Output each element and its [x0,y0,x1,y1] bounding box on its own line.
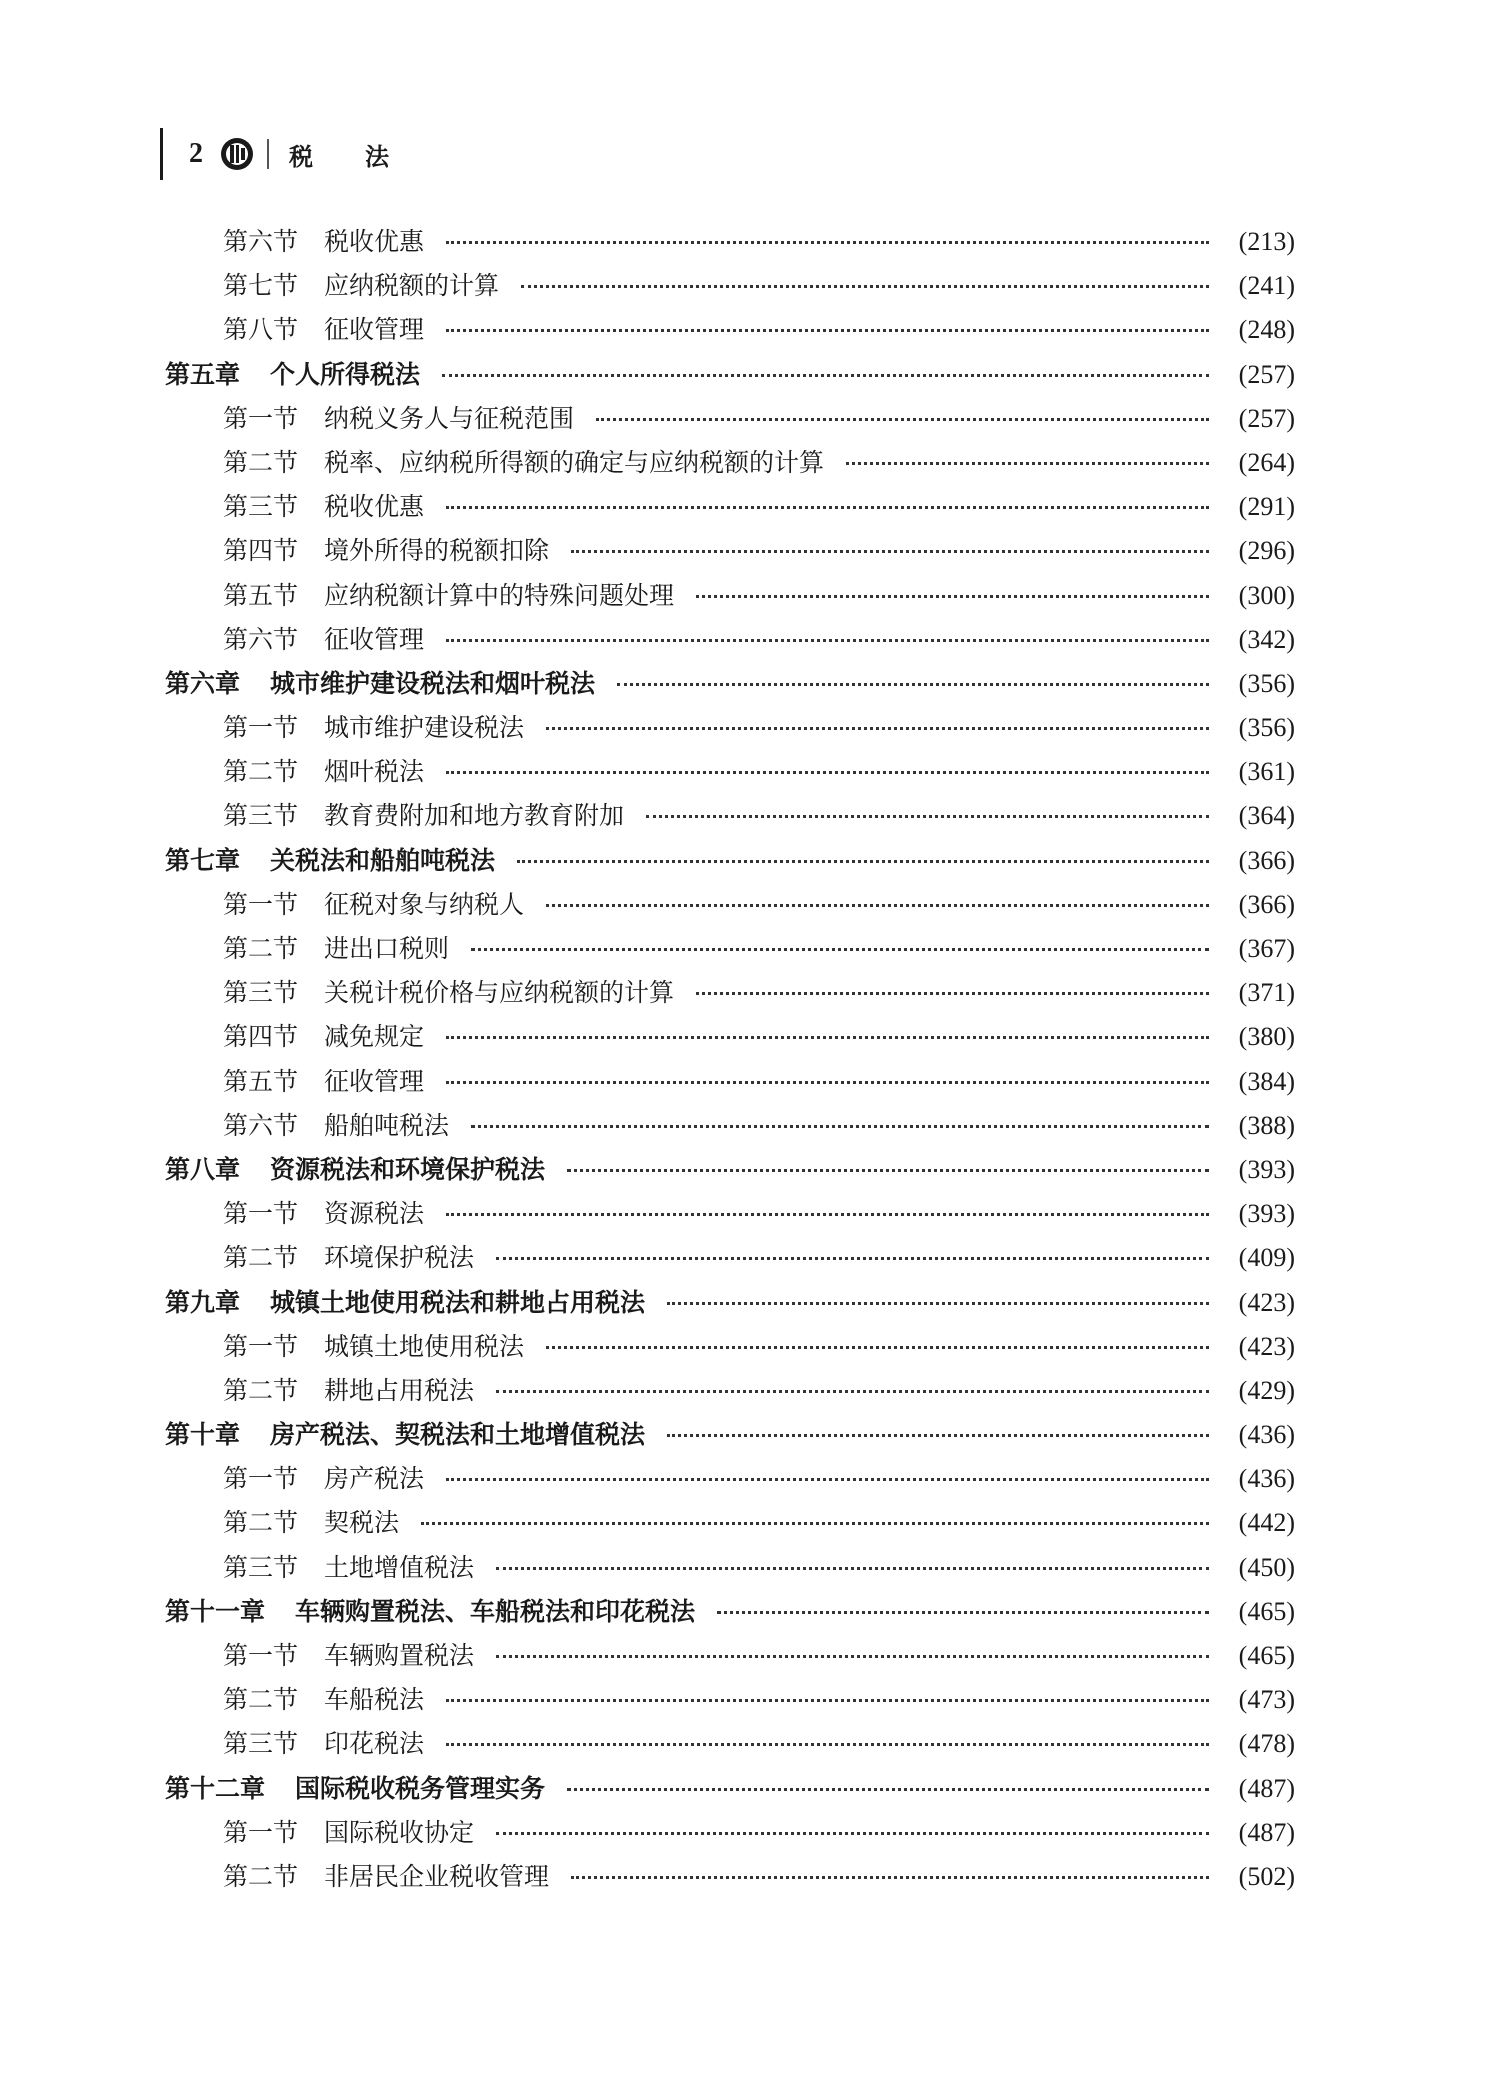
toc-dot-leader [717,1611,1209,1614]
toc-entry-page: (442) [1238,1508,1295,1538]
toc-section-row [165,1194,1295,1238]
toc-entry-page: (409) [1238,1243,1295,1273]
toc-entry-page: (342) [1238,624,1295,654]
toc-entry-title: 城市维护建设税法 [324,713,525,743]
toc-section-row [165,1503,1295,1547]
toc-dot-leader [446,1081,1209,1084]
toc-entry-number: 第三节 [223,978,299,1008]
toc-entry-number: 第六章 [165,668,241,698]
toc-section-row [165,443,1295,487]
toc-entry-number: 第三节 [223,1552,299,1582]
toc-entry-number: 第一节 [223,1464,299,1494]
toc-dot-leader [521,285,1209,288]
toc-entry-page: (364) [1238,801,1295,831]
toc-entry-number: 第七节 [223,271,299,301]
toc-entry-page: (264) [1238,447,1295,477]
toc-entry-title: 应纳税额计算中的特殊问题处理 [324,580,675,610]
toc-entry-title: 减免规定 [324,1022,425,1052]
toc-entry-number: 第五章 [165,359,241,389]
toc-dot-leader [546,1346,1209,1349]
toc-entry-number: 第二节 [223,447,299,477]
toc-entry-title: 车辆购置税法、车船税法和印花税法 [295,1596,696,1626]
toc-entry-number: 第七章 [165,845,241,875]
toc-section-row [165,1106,1295,1150]
toc-dot-leader [667,1302,1209,1305]
publisher-logo-icon [219,136,255,172]
running-header [160,128,441,180]
toc-entry-page: (436) [1238,1464,1295,1494]
toc-dot-leader [446,639,1209,642]
toc-dot-leader [571,1876,1209,1879]
toc-dot-leader [567,1169,1209,1172]
toc-entry-title: 土地增值税法 [324,1552,475,1582]
toc-entry-page: (393) [1238,1154,1295,1184]
toc-entry-title: 城市维护建设税法和烟叶税法 [270,668,596,698]
toc-entry-page: (487) [1238,1817,1295,1847]
toc-entry-title: 城镇土地使用税法 [324,1331,525,1361]
toc-entry-page: (465) [1238,1641,1295,1670]
toc-entry-title: 城镇土地使用税法和耕地占用税法 [270,1287,646,1317]
toc-entry-title: 烟叶税法 [324,757,425,787]
toc-dot-leader [546,904,1209,907]
toc-section-row [165,1548,1295,1592]
toc-section-row [165,222,1295,266]
toc-entry-title: 税率、应纳税所得额的确定与应纳税额的计算 [324,447,825,477]
toc-section-row [165,531,1295,575]
toc-section-row [165,399,1295,443]
toc-dot-leader [846,462,1209,465]
toc-dot-leader [471,948,1209,951]
toc-entry-number: 第一节 [223,889,299,919]
toc-entry-title: 船舶吨税法 [324,1110,450,1140]
toc-section-row [165,310,1295,354]
toc-entry-page: (257) [1238,403,1295,433]
toc-section-row [165,973,1295,1017]
toc-chapter-row [165,841,1295,885]
toc-chapter-row [165,1769,1295,1813]
toc-section-row [165,620,1295,664]
header-rule [160,128,163,180]
toc-entry-page: (257) [1238,359,1295,389]
toc-entry-page: (423) [1238,1287,1295,1317]
toc-dot-leader [446,241,1209,244]
header-separator [267,139,269,169]
toc-dot-leader [496,1655,1209,1658]
toc-entry-page: (367) [1238,934,1295,963]
toc-entry-number: 第一节 [223,1641,299,1670]
toc-section-row [165,1371,1295,1415]
toc-entry-title: 纳税义务人与征税范围 [324,403,575,433]
toc-dot-leader [517,860,1209,863]
toc-dot-leader [446,1213,1209,1216]
toc-dot-leader [571,550,1209,553]
toc-entry-title: 国际税收协定 [324,1817,475,1847]
toc-entry-page: (487) [1238,1773,1295,1803]
toc-entry-title: 国际税收税务管理实务 [295,1773,546,1803]
toc-dot-leader [446,1699,1209,1702]
toc-section-row [165,885,1295,929]
toc-entry-page: (356) [1238,713,1295,743]
toc-entry-title: 教育费附加和地方教育附加 [324,801,625,831]
toc-entry-title: 耕地占用税法 [324,1375,475,1405]
toc-entry-number: 第六节 [223,624,299,654]
toc-entry-title: 契税法 [324,1508,400,1538]
toc-entry-number: 第四节 [223,536,299,566]
toc-entry-title: 征收管理 [324,1066,425,1096]
toc-dot-leader [567,1788,1209,1791]
toc-entry-number: 第二节 [223,1861,299,1891]
toc-entry-title: 征收管理 [324,315,425,345]
toc-entry-page: (366) [1238,845,1295,875]
toc-chapter-row [165,1150,1295,1194]
toc-entry-page: (429) [1238,1375,1295,1405]
toc-chapter-row [165,355,1295,399]
toc-entry-page: (380) [1238,1022,1295,1052]
toc-section-row [165,708,1295,752]
toc-entry-number: 第六节 [223,227,299,256]
table-of-contents [165,222,1295,1901]
toc-entry-page: (473) [1238,1685,1295,1715]
toc-entry-page: (213) [1238,227,1295,256]
toc-entry-number: 第二节 [223,1508,299,1538]
toc-entry-number: 第四节 [223,1022,299,1052]
toc-dot-leader [496,1567,1209,1570]
toc-entry-page: (296) [1238,536,1295,566]
toc-dot-leader [446,506,1209,509]
toc-entry-title: 税收优惠 [324,227,425,256]
toc-entry-number: 第五节 [223,580,299,610]
toc-entry-number: 第九章 [165,1287,241,1317]
page-number: 2 [189,138,203,169]
toc-dot-leader [421,1522,1209,1525]
toc-section-row [165,1459,1295,1503]
toc-entry-title: 境外所得的税额扣除 [324,536,550,566]
toc-entry-number: 第十章 [165,1420,241,1450]
toc-entry-title: 关税计税价格与应纳税额的计算 [324,978,675,1008]
toc-section-row [165,1857,1295,1901]
toc-entry-number: 第二节 [223,1685,299,1715]
toc-entry-page: (300) [1238,580,1295,610]
toc-entry-number: 第五节 [223,1066,299,1096]
toc-entry-number: 第二节 [223,1375,299,1405]
toc-entry-page: (241) [1238,271,1295,301]
toc-dot-leader [696,595,1209,598]
toc-entry-number: 第一节 [223,713,299,743]
toc-entry-page: (291) [1238,492,1295,522]
toc-entry-number: 第一节 [223,1199,299,1229]
toc-entry-page: (388) [1238,1110,1295,1140]
toc-section-row [165,576,1295,620]
toc-chapter-row [165,1283,1295,1327]
toc-entry-title: 进出口税则 [324,934,450,963]
toc-section-row [165,929,1295,973]
toc-entry-number: 第六节 [223,1110,299,1140]
toc-entry-title: 征税对象与纳税人 [324,889,525,919]
toc-section-row [165,1238,1295,1282]
toc-entry-number: 第二节 [223,934,299,963]
toc-section-row [165,1062,1295,1106]
toc-dot-leader [617,683,1209,686]
toc-dot-leader [496,1257,1209,1260]
toc-entry-title: 房产税法 [324,1464,425,1494]
toc-dot-leader [596,418,1209,421]
toc-section-row [165,1327,1295,1371]
toc-entry-page: (361) [1238,757,1295,787]
toc-entry-number: 第三节 [223,801,299,831]
toc-dot-leader [446,1036,1209,1039]
toc-entry-title: 税收优惠 [324,492,425,522]
toc-entry-title: 非居民企业税收管理 [324,1861,550,1891]
book-title: 税法 [289,142,441,171]
toc-section-row [165,1636,1295,1680]
toc-entry-title: 资源税法 [324,1199,425,1229]
toc-entry-number: 第一节 [223,1331,299,1361]
toc-section-row [165,1017,1295,1061]
toc-entry-title: 资源税法和环境保护税法 [270,1154,546,1184]
toc-dot-leader [496,1832,1209,1835]
toc-chapter-row [165,664,1295,708]
toc-dot-leader [646,815,1209,818]
toc-entry-number: 第二节 [223,1243,299,1273]
toc-section-row [165,752,1295,796]
toc-entry-title: 环境保护税法 [324,1243,475,1273]
toc-entry-number: 第八节 [223,315,299,345]
toc-entry-page: (478) [1238,1729,1295,1759]
toc-entry-number: 第三节 [223,492,299,522]
toc-entry-title: 车船税法 [324,1685,425,1715]
toc-section-row [165,796,1295,840]
toc-entry-page: (366) [1238,889,1295,919]
toc-entry-page: (465) [1238,1596,1295,1626]
toc-entry-number: 第十一章 [165,1596,266,1626]
toc-entry-number: 第八章 [165,1154,241,1184]
toc-section-row [165,1680,1295,1724]
toc-dot-leader [546,727,1209,730]
toc-entry-page: (436) [1238,1420,1295,1450]
toc-entry-page: (371) [1238,978,1295,1008]
toc-entry-number: 第二节 [223,757,299,787]
toc-entry-number: 第一节 [223,403,299,433]
toc-dot-leader [696,992,1209,995]
toc-entry-number: 第一节 [223,1817,299,1847]
toc-chapter-row [165,1592,1295,1636]
toc-dot-leader [667,1434,1209,1437]
toc-entry-title: 车辆购置税法 [324,1641,475,1670]
toc-entry-page: (502) [1238,1861,1295,1891]
toc-entry-page: (356) [1238,668,1295,698]
toc-entry-page: (450) [1238,1552,1295,1582]
toc-section-row [165,1724,1295,1768]
toc-entry-number: 第十二章 [165,1773,266,1803]
toc-section-row [165,487,1295,531]
toc-section-row [165,1813,1295,1857]
toc-entry-number: 第三节 [223,1729,299,1759]
toc-dot-leader [496,1390,1209,1393]
toc-dot-leader [446,771,1209,774]
toc-dot-leader [442,374,1209,377]
toc-section-row [165,266,1295,310]
toc-entry-title: 印花税法 [324,1729,425,1759]
toc-entry-title: 关税法和船舶吨税法 [270,845,496,875]
toc-entry-title: 个人所得税法 [270,359,421,389]
toc-entry-page: (248) [1238,315,1295,345]
toc-dot-leader [471,1125,1209,1128]
toc-entry-title: 应纳税额的计算 [324,271,500,301]
toc-entry-page: (384) [1238,1066,1295,1096]
toc-entry-page: (393) [1238,1199,1295,1229]
toc-dot-leader [446,1478,1209,1481]
toc-dot-leader [446,329,1209,332]
toc-entry-title: 征收管理 [324,624,425,654]
toc-chapter-row [165,1415,1295,1459]
toc-entry-page: (423) [1238,1331,1295,1361]
toc-entry-title: 房产税法、契税法和土地增值税法 [270,1420,646,1450]
toc-dot-leader [446,1743,1209,1746]
